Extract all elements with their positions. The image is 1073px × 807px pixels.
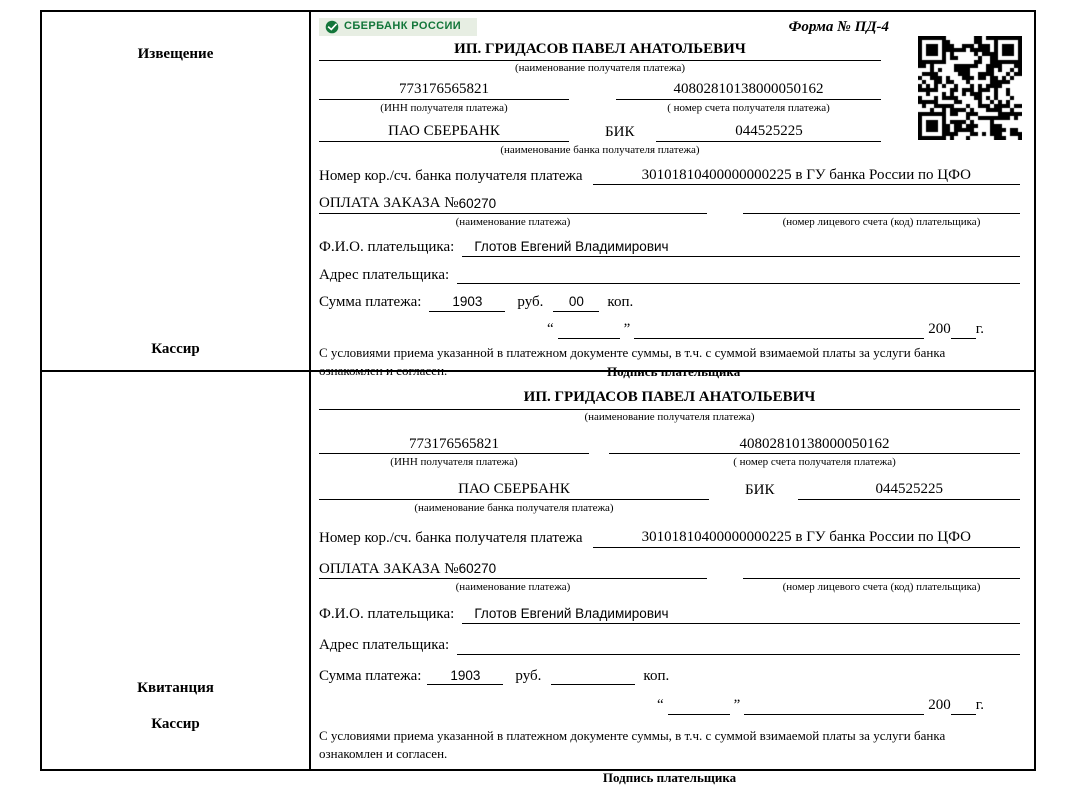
year-suffix: г. (975, 697, 984, 714)
notice-content (311, 12, 1034, 379)
sum-label: Сумма платежа: (319, 667, 422, 684)
rub-label: руб. (515, 667, 542, 684)
purpose-row (319, 194, 1020, 214)
inn-account-captions (319, 101, 881, 116)
notice-stub (42, 12, 311, 370)
agreement-block (319, 727, 1020, 786)
date-line (319, 319, 1020, 339)
purpose-label: ОПЛАТА ЗАКАЗА № (319, 195, 459, 212)
address-row (319, 266, 1020, 285)
payer-name-value: Глотов Евгений Владимирович (462, 606, 1020, 624)
receipt-stub (42, 372, 311, 769)
personal-account-caption: (номер лицевого счета (код) плательщика) (782, 581, 981, 594)
bank-caption: (наименование банка получателя платежа) (414, 501, 614, 514)
day-field (668, 695, 730, 715)
inn-account-row (319, 435, 1020, 455)
open-quote: “ (656, 697, 664, 714)
bank-name: ПАО СБЕРБАНК (319, 122, 569, 142)
payment-form-pd4 (40, 10, 1036, 785)
purpose-value: 60270 (458, 561, 497, 577)
address-row (319, 636, 1020, 655)
bank-row (319, 480, 1020, 500)
bik-value: 044525225 (798, 480, 1020, 500)
bank-row (319, 122, 1020, 142)
sberbank-logo (319, 18, 477, 36)
close-quote: ” (733, 697, 741, 714)
rub-label: руб. (517, 294, 544, 311)
notice-header (319, 18, 889, 37)
inn-account-row (319, 80, 881, 100)
kop-value (551, 684, 635, 685)
agreement-text: С условиями приема указанной в платежном документе суммы, в т.ч. с суммой взимаемой платы за услуги банка ознакомлен и согласен. (319, 344, 946, 379)
kop-value: 00 (553, 294, 599, 312)
bik-label: БИК (605, 123, 635, 140)
recipient-caption: (наименование получателя платежа) (514, 61, 686, 74)
account-value: 40802810138000050162 (609, 435, 1020, 455)
inn-account-captions (319, 455, 1020, 470)
sum-row (319, 667, 1020, 686)
receipt-section (42, 372, 1034, 785)
sum-label: Сумма платежа: (319, 294, 422, 311)
purpose-caption: (наименование платежа) (455, 216, 571, 229)
notice-cashier-label: Кассир (151, 341, 200, 357)
payer-row (319, 238, 1020, 257)
payer-address-label: Адрес плательщика: (319, 636, 450, 653)
kop-label: коп. (643, 667, 670, 684)
sum-value: 1903 (427, 668, 503, 686)
payer-address-label: Адрес плательщика: (319, 266, 450, 283)
bank-caption: (наименование банка получателя платежа) (500, 143, 700, 156)
payment-purpose (319, 560, 707, 580)
signature-label: Подпись плательщика (602, 769, 737, 785)
sberbank-logo-icon (325, 20, 339, 34)
bank-caption-row (319, 501, 1020, 516)
open-quote: “ (546, 321, 554, 338)
kop-label: коп. (607, 294, 634, 311)
inn-caption: (ИНН получателя платежа) (380, 102, 508, 115)
recipient-name: ИП. ГРИДАСОВ ПАВЕЛ АНАТОЛЬЕВИЧ (319, 40, 881, 61)
personal-account-field (743, 194, 1020, 214)
receipt-cashier-label: Кассир (151, 716, 200, 732)
sum-row (319, 293, 1020, 312)
sberbank-logo-text: СБЕРБАНК РОССИИ (344, 20, 462, 33)
bik-value: 044525225 (656, 122, 881, 142)
notice-stub-label: Извещение (137, 46, 214, 62)
form-number: Форма № ПД-4 (788, 19, 889, 35)
close-quote: ” (623, 321, 631, 338)
personal-account-caption: (номер лицевого счета (код) плательщика) (782, 216, 981, 229)
corr-account-value: 30101810400000000225 в ГУ банка России по ЦФО (593, 166, 1020, 186)
qr-code (918, 36, 1022, 140)
purpose-captions (319, 215, 1020, 230)
account-caption: ( номер счета получателя платежа) (733, 456, 896, 469)
personal-account-field (743, 560, 1020, 580)
purpose-row (319, 560, 1020, 580)
notice-section (42, 12, 1034, 379)
day-field (558, 319, 620, 339)
purpose-label: ОПЛАТА ЗАКАЗА № (319, 560, 459, 577)
payer-name-label: Ф.И.О. плательщика: (319, 238, 455, 255)
account-value: 40802810138000050162 (616, 80, 881, 100)
corr-account-label: Номер кор./сч. банка получателя платежа (319, 167, 583, 184)
sum-value: 1903 (429, 294, 505, 312)
corr-account-label: Номер кор./сч. банка получателя платежа (319, 529, 583, 546)
signature-label: Подпись плательщика (607, 364, 741, 379)
year-field (951, 695, 976, 715)
payer-name-label: Ф.И.О. плательщика: (319, 606, 455, 623)
month-field (634, 319, 924, 339)
corr-account-value: 30101810400000000225 в ГУ банка России по ЦФО (593, 528, 1020, 548)
payer-row (319, 605, 1020, 624)
receipt-content (311, 372, 1034, 785)
recipient-caption: (наименование получателя платежа) (584, 410, 755, 423)
purpose-caption: (наименование платежа) (455, 581, 571, 594)
payer-name-value: Глотов Евгений Владимирович (462, 239, 1020, 257)
year-prefix: 200 (928, 321, 951, 338)
corr-account-row (319, 166, 1020, 186)
recipient-name: ИП. ГРИДАСОВ ПАВЕЛ АНАТОЛЬЕВИЧ (319, 388, 1020, 410)
corr-account-row (319, 528, 1020, 548)
payer-address-field (457, 654, 1020, 655)
inn-caption: (ИНН получателя платежа) (390, 456, 518, 469)
year-field (951, 319, 976, 339)
payer-address-field (457, 283, 1020, 284)
date-line (319, 695, 1020, 715)
receipt-stub-label: Квитанция (137, 680, 214, 696)
year-prefix: 200 (928, 697, 951, 714)
inn-value: 773176565821 (319, 80, 569, 100)
agreement-text: С условиями приема указанной в платежном документе суммы, в т.ч. с суммой взимаемой платы за услуги банка ознакомлен и согласен. (319, 728, 946, 762)
bik-label: БИК (745, 482, 775, 499)
account-caption: ( номер счета получателя платежа) (667, 102, 830, 115)
purpose-value: 60270 (458, 196, 497, 212)
inn-value: 773176565821 (319, 435, 589, 455)
month-field (744, 695, 924, 715)
bank-name: ПАО СБЕРБАНК (319, 480, 709, 500)
year-suffix: г. (975, 321, 984, 338)
payment-purpose (319, 194, 707, 214)
purpose-captions (319, 580, 1020, 595)
